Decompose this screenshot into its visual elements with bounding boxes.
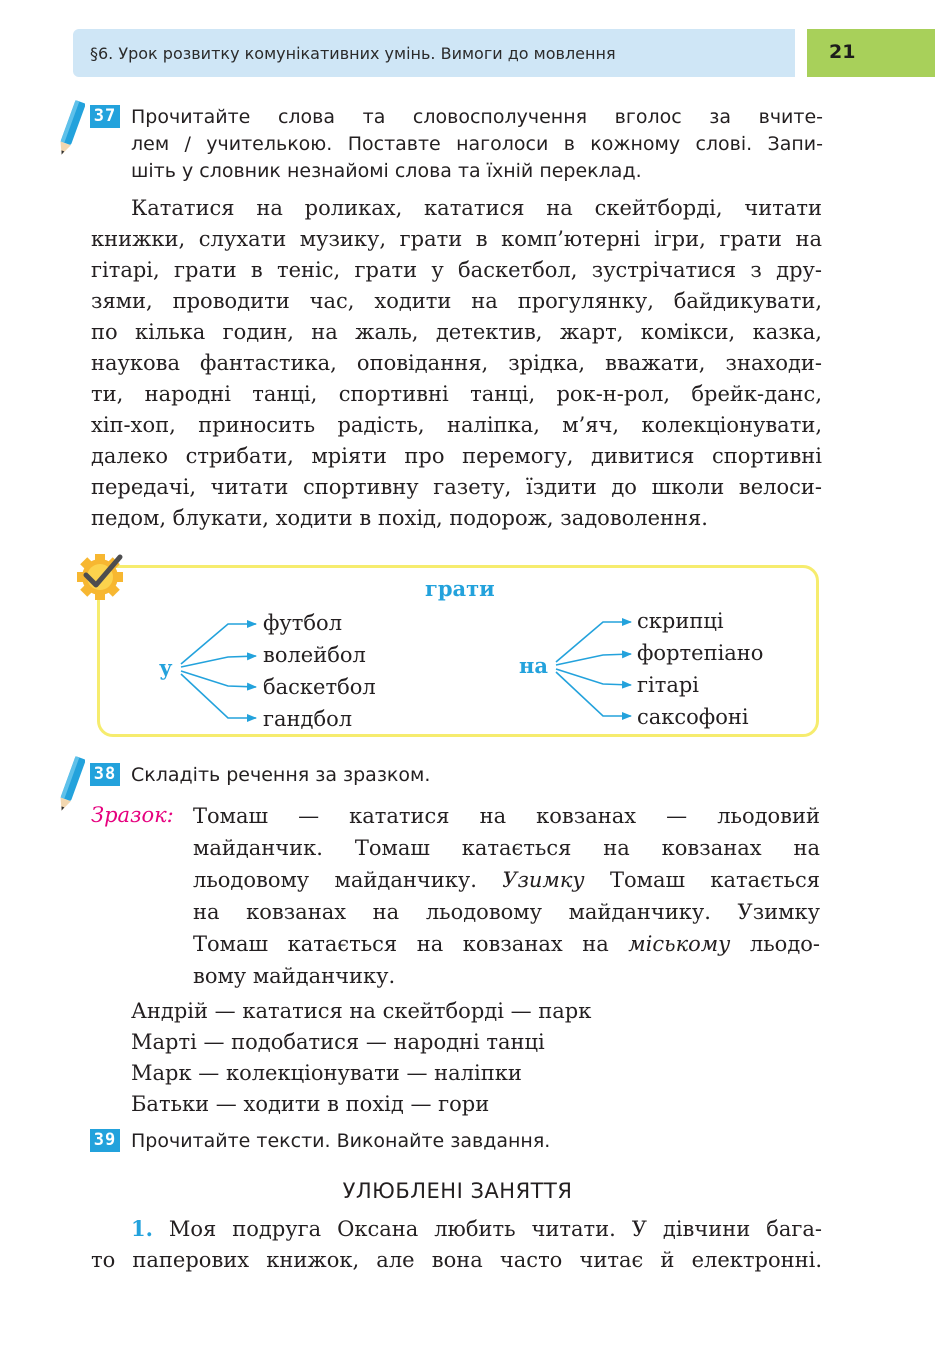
exercise-38-number: 38 — [90, 763, 120, 786]
rule-verb: грати — [425, 576, 495, 601]
rule-item-right: фортепіано — [637, 641, 764, 665]
exercise-37-instruction — [131, 104, 823, 185]
wordlist-line: по кілька годин, на жаль, детектив, жарт, комікси, казка, — [91, 320, 822, 344]
wordlist-line: педом, блукати, ходити в похід, подорож, задоволення. — [91, 506, 708, 530]
exercise-37-wordlist — [91, 193, 822, 534]
sample-line — [193, 864, 820, 896]
rule-prep-left: у — [159, 655, 173, 680]
task-line: Марк — колекціонувати — наліпки — [131, 1061, 522, 1085]
checkmark-badge-icon — [76, 551, 126, 601]
instruction-line: шіть у словник незнайомі слова та їхній переклад. — [131, 160, 642, 182]
exercise-39-instruction — [131, 1128, 823, 1155]
page-number: 21 — [829, 41, 856, 63]
chapter-header — [73, 29, 795, 77]
rule-item-right: саксофоні — [637, 705, 749, 729]
story-text — [91, 1213, 822, 1276]
story-line — [91, 1213, 822, 1245]
sample-line — [193, 960, 820, 992]
wordlist-line: гітарі, грати в теніс, грати у баскетбол, зустрічатися з дру- — [91, 258, 822, 282]
rule-item-right: скрипці — [637, 609, 724, 633]
chapter-title: §6. Урок розвитку комунікативних умінь. Вимоги до мовлення — [90, 44, 616, 63]
instruction-line: Прочитайте слова та словосполучення вголос за вчите- — [131, 106, 823, 128]
sample-fragment: вому майданчику. — [193, 964, 396, 988]
story-title: УЛЮБЛЕНІ ЗАНЯТТЯ — [342, 1179, 573, 1203]
wordlist-line: далеко стрибати, мріяти про перемогу, дивитися спортивні — [91, 444, 822, 468]
instruction-line: лем / учителькою. Поставте наголоси в кожному слові. Запи- — [131, 133, 823, 155]
wordlist-line: книжки, слухати музику, грати в комп’ютерні ігри, грати на — [91, 227, 822, 251]
exercise-38-tasks — [131, 996, 591, 1120]
exercise-37-number: 37 — [90, 105, 120, 128]
wordlist-line: передачі, читати спортивну газету, їздити до школи велоси- — [91, 475, 822, 499]
story-line: то паперових книжок, але вона часто читає й електронні. — [91, 1248, 822, 1272]
sample-line — [193, 928, 820, 960]
page-number-tab — [807, 29, 935, 77]
story-number: 1. — [131, 1216, 153, 1241]
sample-emphasis: Узимку — [502, 868, 585, 892]
sample-fragment: Томаш — кататися на ковзанах — льодовий — [193, 804, 820, 828]
sample-fragment: Томаш катається на ковзанах на — [193, 932, 629, 956]
rule-item-right: гітарі — [637, 673, 700, 697]
rule-item-left: баскетбол — [263, 675, 376, 699]
task-line: Батьки — ходити в похід — гори — [131, 1092, 490, 1116]
rule-prep-right: на — [519, 653, 548, 678]
exercise-38-instruction — [131, 762, 823, 789]
pencil-icon — [55, 756, 85, 816]
rule-item-left: футбол — [263, 611, 343, 635]
wordlist-line: зями, проводити час, ходити на прогулянку, байдикувати, — [91, 289, 822, 313]
wordlist-line: наукова фантастика, оповідання, зрідка, вважати, знаходи- — [91, 351, 822, 375]
wordlist-line: ти, народні танці, спортивні танці, рок-н-рол, брейк-данс, — [91, 382, 822, 406]
sample-label: Зразок: — [91, 803, 174, 827]
wordlist-line: Кататися на роликах, кататися на скейтборді, читати — [131, 196, 822, 220]
rule-item-left: волейбол — [263, 643, 366, 667]
sample-fragment: на ковзанах на льодовому майданчику. Узимку — [193, 900, 820, 924]
rule-item-left: гандбол — [263, 707, 353, 731]
sample-fragment: льодовому майданчику. — [193, 868, 503, 892]
sample-line — [193, 832, 820, 864]
story-fragment: Моя подруга Оксана любить читати. У дівчини бага- — [152, 1217, 822, 1241]
exercise-39-number: 39 — [90, 1129, 120, 1152]
sample-text — [193, 800, 820, 992]
task-line: Марті — подобатися — народні танці — [131, 1030, 545, 1054]
sample-line — [193, 800, 820, 832]
sample-line — [193, 896, 820, 928]
sample-fragment: льодо- — [730, 932, 820, 956]
sample-emphasis: міському — [628, 932, 731, 956]
wordlist-line: хіп-хоп, приносить радість, наліпка, м’яч, колекціонувати, — [91, 413, 822, 437]
pencil-icon — [55, 100, 85, 160]
instruction-line: Прочитайте тексти. Виконайте завдання. — [131, 1130, 551, 1152]
task-line: Андрій — кататися на скейтборді — парк — [131, 999, 592, 1023]
sample-fragment: Томаш катається — [584, 868, 820, 892]
sample-fragment: майданчик. Томаш катається на ковзанах на — [193, 836, 820, 860]
instruction-line: Складіть речення за зразком. — [131, 764, 431, 786]
